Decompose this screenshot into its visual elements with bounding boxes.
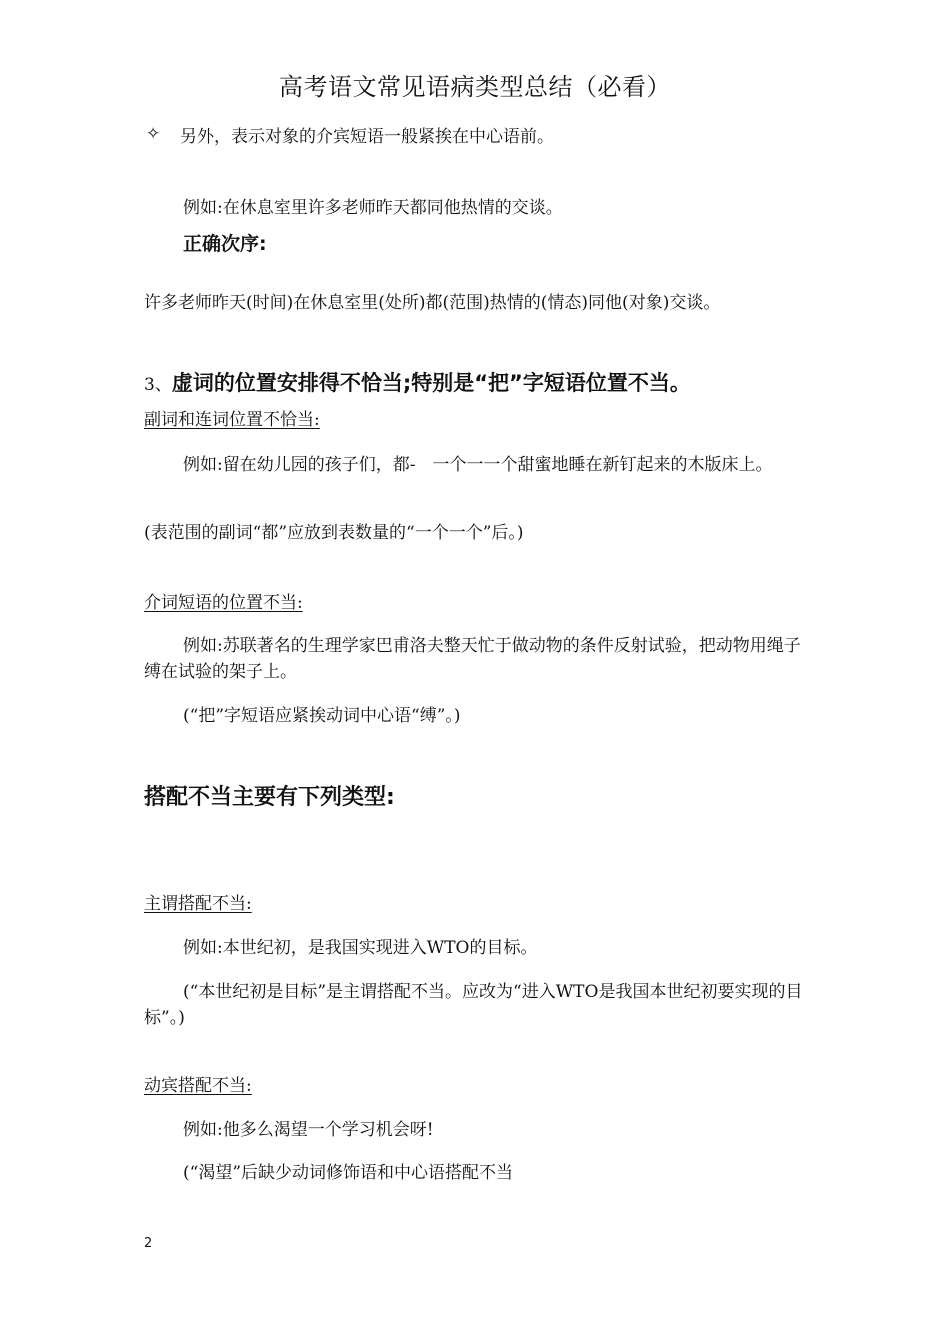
correct-order-text: 许多老师昨天(时间)在休息室里(处所)都(范围)热情的(情态)同他(对象)交谈。 [144, 293, 721, 313]
page-title: 高考语文常见语病类型总结（必看） [279, 73, 671, 101]
note-desire: (“渴望”后缺少动词修饰语和中心语搭配不当 [183, 1163, 514, 1183]
subheading-prepositional-phrase: 介词短语的位置不当: [144, 593, 303, 613]
section-3-heading [144, 367, 691, 401]
example-lounge: 例如:在休息室里许多老师昨天都同他热情的交谈。 [183, 198, 563, 218]
subheading-subject-predicate: 主谓搭配不当: [144, 894, 252, 914]
paragraph-object-position: 另外，表示对象的介宾短语一般紧挨在中心语前。 [180, 127, 554, 147]
note-adverb-scope: (表范围的副词“都”应放到表数量的“一个一个”后。) [144, 523, 524, 543]
example-desire: 例如:他多么渴望一个学习机会呀! [183, 1120, 434, 1140]
note-ba-phrase: (“把”字短语应紧挨动词中心语“缚”。) [183, 706, 461, 726]
section-3-title: 虚词的位置安排得不恰当;特别是“把”字短语位置不当。 [171, 371, 691, 395]
example-kindergarten: 例如:留在幼儿园的孩子们，都- 一个一一个甜蜜地睡在新钉起来的木版床上。 [183, 455, 773, 475]
section-number: 3、 [144, 375, 172, 395]
example-pavlov: 例如:苏联著名的生理学家巴甫洛夫整天忙于做动物的条件反射试验，把动物用绳子缚在试验的架子上。 [144, 636, 801, 682]
bullet-icon: ✧ [146, 124, 161, 144]
correct-order-label: 正确次序: [183, 233, 267, 255]
subheading-verb-object: 动宾搭配不当: [144, 1076, 252, 1096]
note-wto: (“本世纪初是目标”是主谓搭配不当。应改为“进入WTO是我国本世纪初要实现的目标”。) [144, 982, 803, 1028]
subheading-adverb-conjunction: 副词和连词位置不恰当: [144, 410, 320, 430]
example-wto: 例如:本世纪初，是我国实现进入WTO的目标。 [183, 938, 538, 958]
page-number: 2 [144, 1236, 153, 1251]
collocation-heading: 搭配不当主要有下列类型: [144, 785, 395, 810]
